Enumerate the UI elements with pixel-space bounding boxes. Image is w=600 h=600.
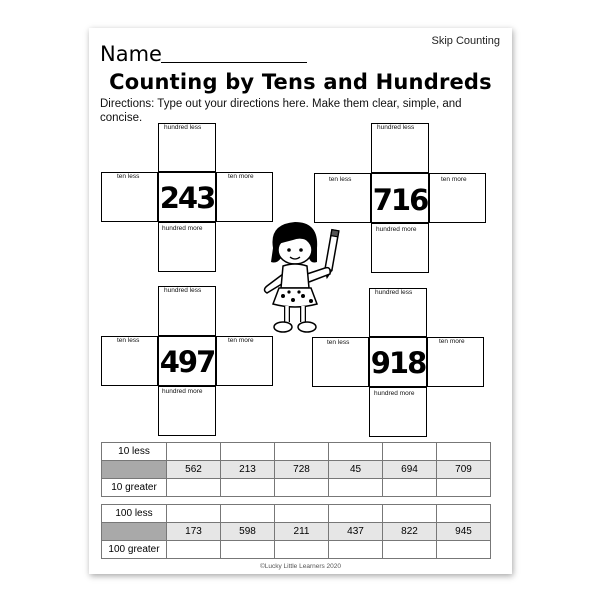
label-ten-more: ten more: [441, 176, 467, 183]
directions-text: Directions: Type out your directions here. Make them clear, simple, and concise.: [100, 98, 462, 124]
given-number: 822: [383, 523, 437, 541]
answer-cell[interactable]: [167, 443, 221, 461]
answer-cell[interactable]: [167, 479, 221, 497]
table-row: [102, 523, 491, 541]
answer-cell[interactable]: [329, 479, 383, 497]
answer-cell[interactable]: [383, 505, 437, 523]
table-row: [102, 479, 491, 497]
given-number: 562: [167, 461, 221, 479]
label-hundred-less: hundred less: [377, 124, 415, 131]
given-number: 173: [167, 523, 221, 541]
hundred-table: [101, 504, 491, 559]
center-number: 497: [159, 345, 215, 379]
given-number: 709: [437, 461, 491, 479]
label-ten-less: ten less: [329, 176, 352, 183]
label-hundred-more: hundred more: [162, 388, 203, 395]
answer-cell[interactable]: [275, 505, 329, 523]
label-hundred-less: hundred less: [375, 289, 413, 296]
row-label-10-less: 10 less: [102, 443, 167, 461]
center-number: 716: [372, 183, 428, 217]
table-row: [102, 541, 491, 559]
answer-cell[interactable]: [383, 443, 437, 461]
topic-label: Skip Counting: [431, 35, 500, 47]
name-line[interactable]: [161, 62, 307, 63]
label-hundred-more: hundred more: [376, 226, 417, 233]
answer-cell[interactable]: [275, 443, 329, 461]
row-label-blank: [102, 461, 167, 479]
label-hundred-more: hundred more: [374, 390, 415, 397]
given-number: 437: [329, 523, 383, 541]
answer-cell[interactable]: [275, 479, 329, 497]
answer-cell[interactable]: [221, 505, 275, 523]
given-number: 728: [275, 461, 329, 479]
answer-cell[interactable]: [437, 505, 491, 523]
answer-cell[interactable]: [329, 505, 383, 523]
page-title: Counting by Tens and Hundreds: [109, 70, 492, 94]
center-number: 243: [159, 181, 215, 215]
given-number: 213: [221, 461, 275, 479]
answer-cell[interactable]: [437, 541, 491, 559]
answer-cell[interactable]: [383, 479, 437, 497]
answer-cell[interactable]: [221, 479, 275, 497]
label-hundred-more: hundred more: [162, 225, 203, 232]
answer-cell[interactable]: [275, 541, 329, 559]
answer-cell[interactable]: [329, 541, 383, 559]
given-number: 211: [275, 523, 329, 541]
label-ten-more: ten more: [228, 173, 254, 180]
label-ten-more: ten more: [228, 337, 254, 344]
answer-cell[interactable]: [167, 541, 221, 559]
answer-cell[interactable]: [221, 541, 275, 559]
answer-cell[interactable]: [329, 443, 383, 461]
given-number: 694: [383, 461, 437, 479]
label-hundred-less: hundred less: [164, 124, 202, 131]
girl-illustration: [259, 218, 343, 338]
row-label-100-greater: 100 greater: [102, 541, 167, 559]
copyright-text: ©Lucky Little Learners 2020: [259, 563, 342, 570]
label-ten-less: ten less: [117, 173, 140, 180]
row-label-100-less: 100 less: [102, 505, 167, 523]
name-label: Name: [100, 42, 162, 66]
given-number: 598: [221, 523, 275, 541]
answer-cell[interactable]: [383, 541, 437, 559]
table-row: [102, 461, 491, 479]
label-ten-more: ten more: [439, 338, 465, 345]
answer-cell[interactable]: [437, 479, 491, 497]
center-number: 918: [370, 346, 426, 380]
given-number: 45: [329, 461, 383, 479]
answer-cell[interactable]: [167, 505, 221, 523]
table-row: [102, 505, 491, 523]
worksheet-page: [89, 28, 512, 574]
row-label-10-greater: 10 greater: [102, 479, 167, 497]
answer-cell[interactable]: [221, 443, 275, 461]
label-hundred-less: hundred less: [164, 287, 202, 294]
label-ten-less: ten less: [117, 337, 140, 344]
row-label-blank: [102, 523, 167, 541]
ten-table: [101, 442, 491, 497]
given-number: 945: [437, 523, 491, 541]
answer-cell[interactable]: [437, 443, 491, 461]
table-row: [102, 443, 491, 461]
label-ten-less: ten less: [327, 339, 350, 346]
